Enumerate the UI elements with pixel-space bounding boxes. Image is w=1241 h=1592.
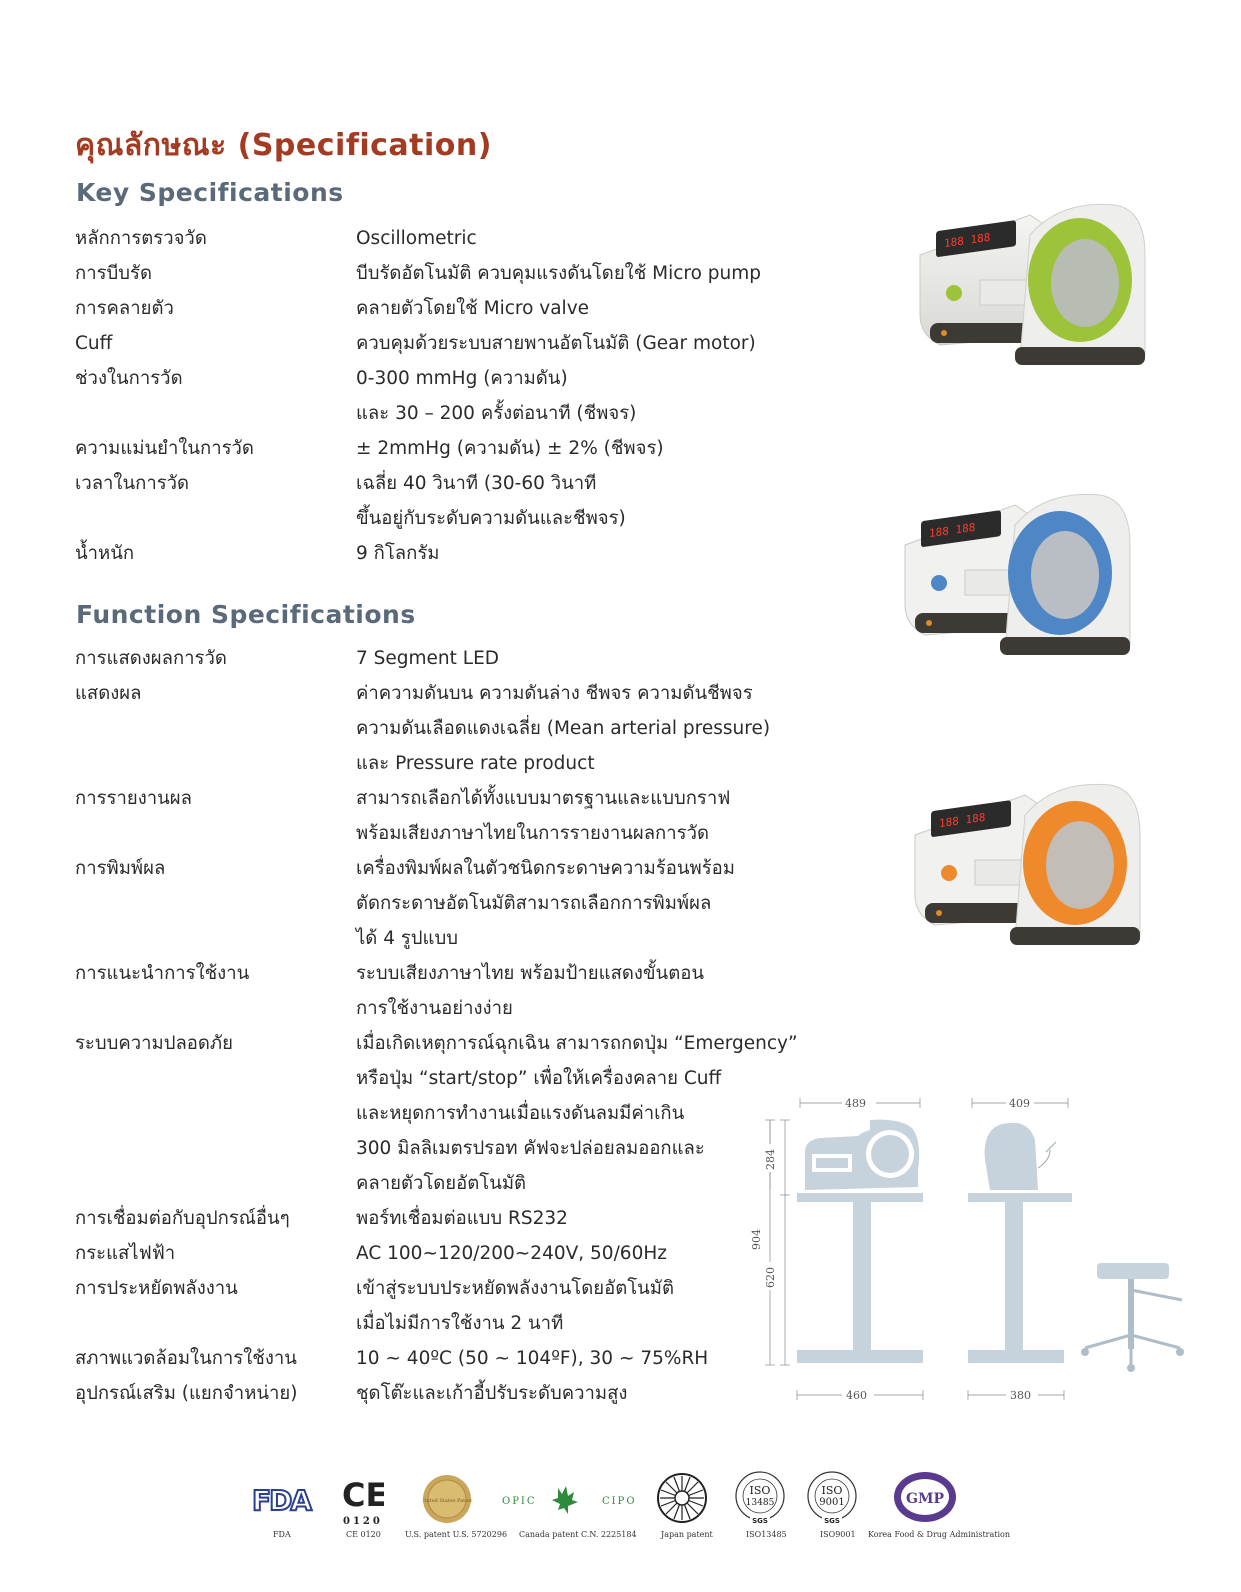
spec-label: ช่วงในการวัด xyxy=(75,368,183,389)
function-spec-row xyxy=(75,1166,835,1201)
spec-value: พอร์ทเชื่อมต่อแบบ RS232 xyxy=(356,1208,568,1229)
spec-value: ชุดโต๊ะและเก้าอี้ปรับระดับความสูง xyxy=(356,1383,628,1404)
spec-value: Oscillometric xyxy=(356,228,477,249)
function-spec-row xyxy=(75,746,835,781)
dim-side-width-bottom: 380 xyxy=(1010,1389,1031,1402)
spec-value: สามารถเลือกได้ทั้งแบบมาตรฐานและแบบกราฟ xyxy=(356,788,731,809)
key-specifications-list xyxy=(75,221,835,571)
spec-label: เวลาในการวัด xyxy=(75,473,190,494)
japan-patent-caption: Japan patent xyxy=(661,1530,713,1539)
spec-value: หรือปุ่ม “start/stop” เพื่อให้เครื่องคลาย Cuff xyxy=(356,1068,722,1089)
spec-label xyxy=(75,396,356,431)
spec-value: บีบรัดอัตโนมัติ ควบคุมแรงดันโดยใช้ Micro pump xyxy=(356,263,762,284)
ce-logo xyxy=(340,1474,384,1534)
spec-value: ขึ้นอยู่กับระดับความดันและชีพจร) xyxy=(356,508,626,529)
canada-patent-caption: Canada patent C.N. 2225184 xyxy=(519,1530,637,1539)
iso9001-sgs: SGS xyxy=(824,1517,840,1525)
function-spec-row xyxy=(75,1341,835,1376)
function-spec-row xyxy=(75,641,835,676)
iso13485-sgs: SGS xyxy=(752,1517,768,1525)
spec-value: 0-300 mmHg (ความดัน) xyxy=(356,368,568,389)
function-spec-row xyxy=(75,1201,835,1236)
iso9001-caption: ISO9001 xyxy=(820,1530,856,1539)
key-specifications-heading: Key Specifications xyxy=(76,178,344,207)
iso13485-logo xyxy=(734,1470,786,1532)
dim-table-height: 620 xyxy=(764,1267,777,1288)
spec-label: การแสดงผลการวัด xyxy=(75,648,227,669)
spec-label xyxy=(75,816,356,851)
fda-caption: FDA xyxy=(273,1530,291,1539)
spec-value: และหยุดการทำงานเมื่อแรงดันลมมีค่าเกิน xyxy=(356,1103,685,1124)
side-view-silhouette xyxy=(968,1123,1072,1363)
spec-label xyxy=(75,886,356,921)
key-spec-row xyxy=(75,536,835,571)
spec-value: เครื่องพิมพ์ผลในตัวชนิดกระดาษความร้อนพร้อม xyxy=(356,858,735,879)
spec-label xyxy=(75,1166,356,1201)
page-title: คุณลักษณะ (Specification) xyxy=(75,128,492,163)
us-patent-seal-text: United States Patent xyxy=(422,1498,472,1504)
dim-front-width-top: 489 xyxy=(845,1097,866,1110)
spec-label: การเชื่อมต่อกับอุปกรณ์อื่นๆ xyxy=(75,1208,290,1229)
spec-label: น้ำหนัก xyxy=(75,543,135,564)
spec-label xyxy=(75,921,356,956)
opic-cipo-logo xyxy=(502,1482,642,1522)
iso9001-mark: ISO xyxy=(821,1484,843,1497)
dim-front-width-bottom: 460 xyxy=(846,1389,867,1402)
certification-logos xyxy=(240,1468,1010,1548)
svg-text:FDA: FDA xyxy=(252,1484,311,1516)
key-spec-row xyxy=(75,501,835,536)
spec-value: ควบคุมด้วยระบบสายพานอัตโนมัติ (Gear motor) xyxy=(356,333,756,354)
spec-value: AC 100~120/200~240V, 50/60Hz xyxy=(356,1243,667,1264)
spec-value: เฉลี่ย 40 วินาที (30-60 วินาที xyxy=(356,473,597,494)
iso13485-number: 13485 xyxy=(745,1498,775,1508)
svg-text:188 188: 188 188 xyxy=(944,230,991,251)
spec-label xyxy=(75,746,356,781)
iso13485-caption: ISO13485 xyxy=(746,1530,787,1539)
stool-silhouette xyxy=(1081,1263,1184,1372)
spec-label: การบีบรัด xyxy=(75,263,152,284)
key-spec-row xyxy=(75,221,835,256)
function-spec-row xyxy=(75,781,835,816)
spec-value: คลายตัวโดยใช้ Micro valve xyxy=(356,298,590,319)
key-spec-row xyxy=(75,256,835,291)
spec-value: ความดันเลือดแดงเฉลี่ย (Mean arterial pressure) xyxy=(356,718,771,739)
spec-label: กระแสไฟฟ้า xyxy=(75,1243,176,1264)
svg-text:188 188: 188 188 xyxy=(939,810,986,831)
svg-text:188 188: 188 188 xyxy=(929,520,976,541)
function-spec-row xyxy=(75,1026,835,1061)
key-spec-row xyxy=(75,466,835,501)
dim-side-width-top: 409 xyxy=(1009,1097,1030,1110)
function-spec-row xyxy=(75,921,835,956)
spec-value: คลายตัวโดยอัตโนมัติ xyxy=(356,1173,527,1194)
gmp-mark: GMP xyxy=(906,1491,944,1507)
function-spec-row xyxy=(75,851,835,886)
function-spec-row xyxy=(75,1376,835,1411)
ce-code: 0120 xyxy=(343,1516,383,1527)
spec-label: ความแม่นยำในการวัด xyxy=(75,438,254,459)
spec-value: 10 ~ 40ºC (50 ~ 104ºF), 30 ~ 75%RH xyxy=(356,1348,709,1369)
kfda-caption: Korea Food & Drug Administration xyxy=(868,1530,1010,1539)
spec-value: และ Pressure rate product xyxy=(356,753,595,774)
spec-value: เมื่อไม่มีการใช้งาน 2 นาที xyxy=(356,1313,564,1334)
fda-logo xyxy=(250,1482,316,1520)
spec-label: หลักการตรวจวัด xyxy=(75,228,207,249)
spec-label: การคลายตัว xyxy=(75,298,174,319)
iso13485-mark: ISO xyxy=(749,1484,771,1497)
spec-value: เข้าสู่ระบบประหยัดพลังงานโดยอัตโนมัติ xyxy=(356,1278,675,1299)
spec-value: 300 มิลลิเมตรปรอท คัฟจะปล่อยลมออกและ xyxy=(356,1138,705,1159)
spec-label: Cuff xyxy=(75,333,113,354)
spec-label xyxy=(75,501,356,536)
function-specifications-list xyxy=(75,641,835,1411)
spec-value: ระบบเสียงภาษาไทย พร้อมป้ายแสดงขั้นตอน xyxy=(356,963,704,984)
key-spec-row xyxy=(75,326,835,361)
us-patent-caption: U.S. patent U.S. 5720296 xyxy=(405,1530,508,1539)
function-spec-row xyxy=(75,1096,835,1131)
spec-label: อุปกรณ์เสริม (แยกจำหน่าย) xyxy=(75,1383,298,1404)
key-spec-row xyxy=(75,291,835,326)
function-spec-row xyxy=(75,1306,835,1341)
spec-value: 9 กิโลกรัม xyxy=(356,543,440,564)
spec-label: การรายงานผล xyxy=(75,788,192,809)
opic-text: OPIC xyxy=(502,1496,537,1507)
function-spec-row xyxy=(75,816,835,851)
dimension-drawing xyxy=(750,1090,1200,1410)
function-spec-row xyxy=(75,1061,835,1096)
device-image-orange xyxy=(905,775,1145,955)
function-spec-row xyxy=(75,1236,835,1271)
spec-label: การประหยัดพลังงาน xyxy=(75,1278,238,1299)
iso9001-logo xyxy=(806,1470,858,1532)
us-patent-seal xyxy=(422,1474,472,1528)
spec-label xyxy=(75,1131,356,1166)
function-spec-row xyxy=(75,956,835,991)
spec-value: และ 30 – 200 ครั้งต่อนาที (ชีพจร) xyxy=(356,403,637,424)
spec-label xyxy=(75,1306,356,1341)
function-spec-row xyxy=(75,711,835,746)
function-spec-row xyxy=(75,991,835,1026)
japan-chrysanthemum-logo xyxy=(656,1472,708,1528)
gmp-logo xyxy=(892,1470,958,1528)
key-spec-row xyxy=(75,431,835,466)
spec-value: ได้ 4 รูปแบบ xyxy=(356,928,458,949)
spec-label xyxy=(75,1096,356,1131)
spec-value: การใช้งานอย่างง่าย xyxy=(356,998,513,1019)
spec-label: การแนะนำการใช้งาน xyxy=(75,963,250,984)
iso9001-number: 9001 xyxy=(819,1497,845,1508)
spec-label: แสดงผล xyxy=(75,683,142,704)
cipo-text: CIPO xyxy=(602,1496,637,1507)
function-specifications-heading: Function Specifications xyxy=(76,600,416,629)
key-spec-row xyxy=(75,361,835,396)
ce-caption: CE 0120 xyxy=(346,1530,381,1539)
spec-label: สภาพแวดล้อมในการใช้งาน xyxy=(75,1348,297,1369)
spec-label: การพิมพ์ผล xyxy=(75,858,166,879)
function-spec-row xyxy=(75,1131,835,1166)
function-spec-row xyxy=(75,886,835,921)
spec-label xyxy=(75,711,356,746)
spec-value: เมื่อเกิดเหตุการณ์ฉุกเฉิน สามารถกดปุ่ม “Emergency” xyxy=(356,1033,798,1054)
spec-value: ± 2mmHg (ความดัน) ± 2% (ชีพจร) xyxy=(356,438,664,459)
panel-button xyxy=(946,285,962,301)
device-image-blue xyxy=(895,485,1135,665)
spec-label xyxy=(75,991,356,1026)
dim-device-height: 284 xyxy=(764,1149,777,1170)
device-image-green xyxy=(910,195,1150,375)
spec-value: ค่าความดันบน ความดันล่าง ชีพจร ความดันชีพจร xyxy=(356,683,753,704)
dim-total-height: 904 xyxy=(750,1229,763,1250)
spec-label xyxy=(75,1061,356,1096)
spec-value: 7 Segment LED xyxy=(356,648,500,669)
function-spec-row xyxy=(75,1271,835,1306)
spec-label: ระบบความปลอดภัย xyxy=(75,1033,233,1054)
spec-value: พร้อมเสียงภาษาไทยในการรายงานผลการวัด xyxy=(356,823,709,844)
svg-text:CE: CE xyxy=(342,1476,384,1514)
spec-value: ตัดกระดาษอัตโนมัติสามารถเลือกการพิมพ์ผล xyxy=(356,893,712,914)
function-spec-row xyxy=(75,676,835,711)
key-spec-row xyxy=(75,396,835,431)
